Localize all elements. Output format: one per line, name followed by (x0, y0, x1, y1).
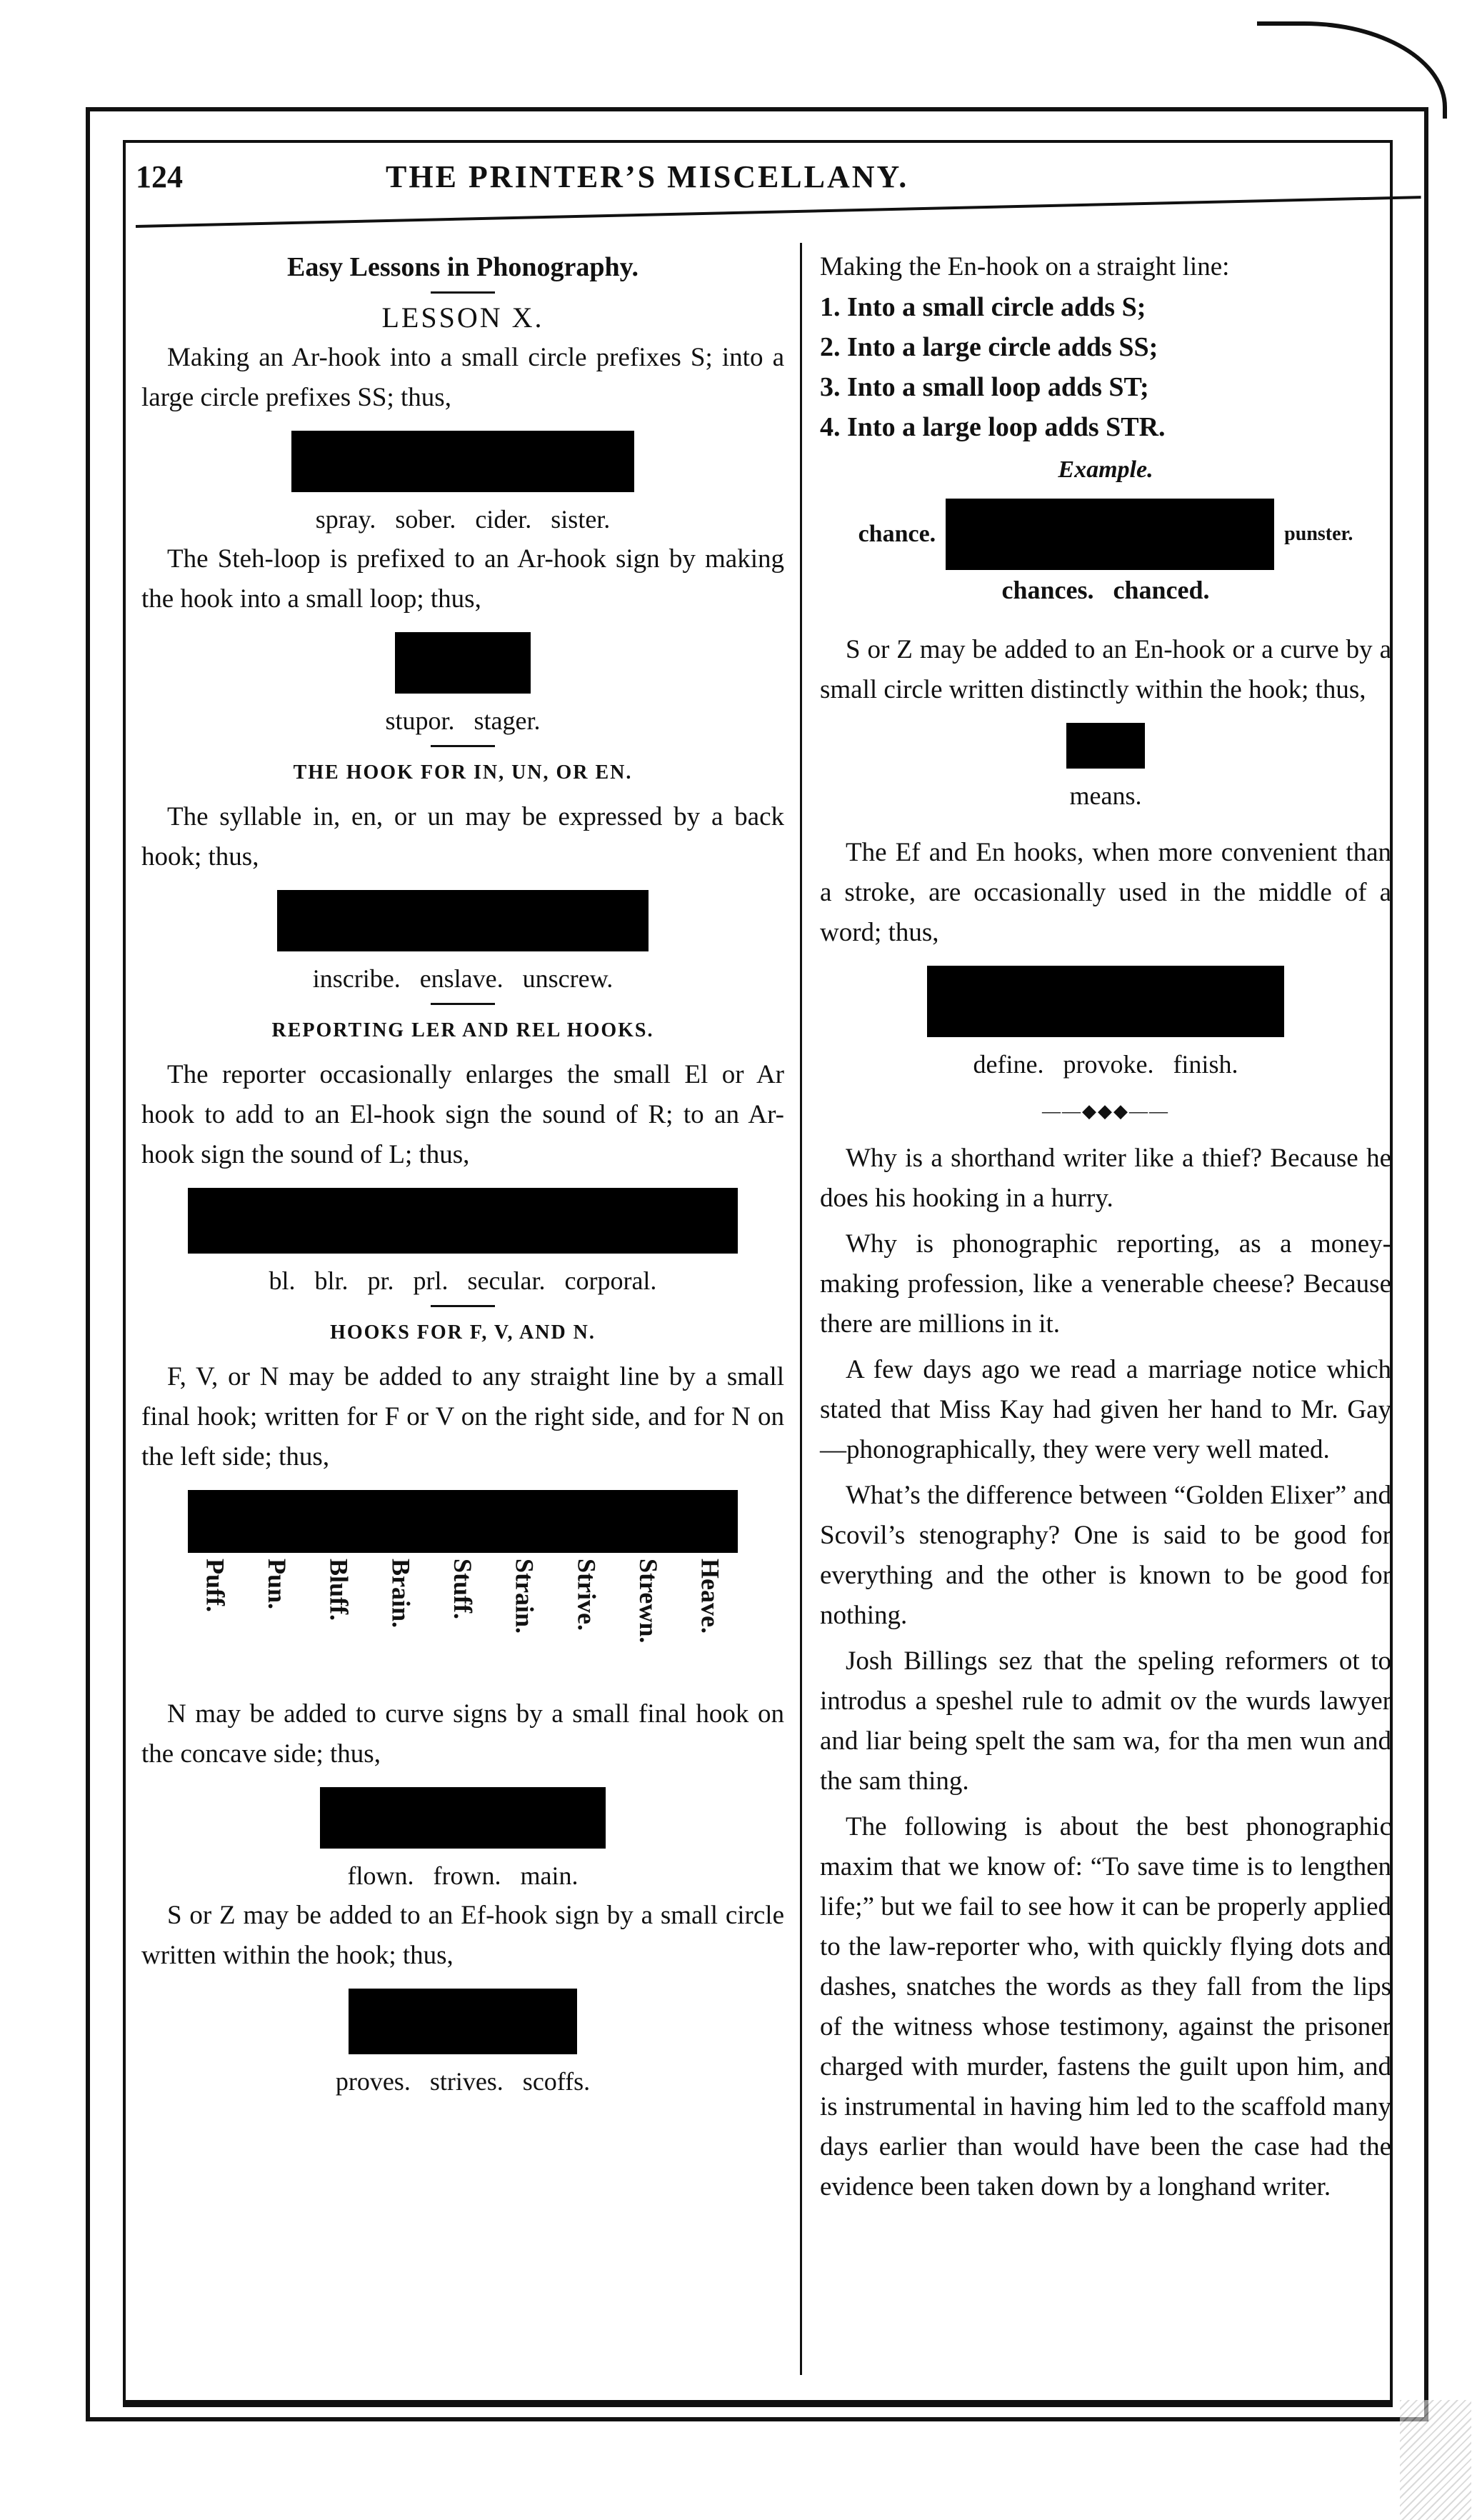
paragraph: Why is a shorthand writer like a thief? Because he does his hooking in a hurry. (820, 1144, 1391, 1213)
shorthand-figure (277, 890, 649, 951)
vertical-word: Bluff. (324, 1559, 354, 1621)
list-item: 4. Into a large loop adds STR. (820, 412, 1166, 442)
vertical-word: Stuff. (448, 1559, 477, 1620)
shorthand-figure (291, 431, 634, 492)
divider (431, 745, 495, 747)
vertical-word: Heave. (696, 1559, 725, 1634)
example-word: chance. (858, 521, 936, 547)
vertical-word: Strewn. (634, 1559, 663, 1644)
page-curl-border (1257, 21, 1447, 119)
example-word: punster. (1284, 523, 1353, 545)
figure-caption: bl. blr. pr. prl. secular. corporal. (269, 1266, 657, 1295)
figure-caption: inscribe. enslave. unscrew. (312, 964, 614, 993)
shorthand-figure (188, 1188, 738, 1254)
vertical-word: Brain. (386, 1559, 416, 1629)
shorthand-figure (946, 499, 1274, 570)
shorthand-figure (188, 1490, 738, 1553)
figure-caption: chances. chanced. (1001, 576, 1210, 604)
divider (431, 1305, 495, 1307)
subsection-heading: HOOKS FOR F, V, AND N. (330, 1321, 596, 1344)
paragraph: N may be added to curve signs by a small final hook on the concave side; thus, (141, 1699, 784, 1769)
left-column (141, 241, 784, 2101)
shorthand-figure (1066, 723, 1145, 769)
figure-caption: means. (1069, 781, 1142, 810)
column-divider (800, 243, 802, 2375)
paragraph: The reporter occasionally enlarges the small El or Ar hook to add to an El-hook sign the sound of R; to an Ar-hook sign the sound of L; thus, (141, 1060, 784, 1169)
paragraph: Josh Billings sez that the speling reformers ot to introdus a speshel rule to admit ov the wurds lawyer and liar being spelt the sam wa, for tha men wun and the sam thing. (820, 1646, 1391, 1796)
shorthand-figure (927, 966, 1284, 1037)
paragraph: Making an Ar-hook into a small circle prefixes S; into a large circle prefixes SS; thus, (141, 343, 784, 412)
example-figure-row (820, 499, 1391, 570)
figure-caption: flown. frown. main. (347, 1861, 579, 1890)
paragraph: S or Z may be added to an En-hook or a curve by a small circle written distinctly within the hook; thus, (820, 635, 1391, 704)
paragraph: The Ef and En hooks, when more convenient than a stroke, are occasionally used in the middle of a word; thus, (820, 838, 1391, 947)
paragraph: F, V, or N may be added to any straight line by a small final hook; written for F or V on the right side, and for N on the left side; thus, (141, 1362, 784, 1471)
vertical-word-list (184, 1559, 741, 1687)
list-item: 1. Into a small circle adds S; (820, 292, 1146, 322)
figure-caption: stupor. stager. (385, 706, 541, 735)
page-number: 124 (136, 159, 183, 194)
section-title: Easy Lessons in Phonography. (286, 252, 639, 282)
subsection-heading: THE HOOK FOR IN, UN, OR EN. (293, 761, 633, 784)
subsection-heading: REPORTING LER AND REL HOOKS. (271, 1019, 654, 1041)
paragraph: S or Z may be added to an Ef-hook sign by a small circle written within the hook; thus, (141, 1901, 784, 1970)
right-column (820, 241, 1391, 2207)
list-item: 2. Into a large circle adds SS; (820, 332, 1158, 362)
paragraph: The syllable in, en, or un may be expressed by a back hook; thus, (141, 802, 784, 871)
divider (431, 1003, 495, 1005)
figure-caption: spray. sober. cider. sister. (315, 505, 611, 534)
figure-caption: proves. strives. scoffs. (335, 2067, 591, 2096)
paragraph: The following is about the best phonographic maxim that we know of: “To save time is to lengthen life;” but we fail to see how it can be properly applied to the law-reporter who, with quickly flying dots and dashes, snatches the words as they fall from the lips of the witness whose testimony, against the prisoner charged with murder, fastens the guilt upon him, and is instrumental in having him led to the scaffold many days earlier than would have been the case had the evidence been taken down by a longhand writer. (820, 1812, 1391, 2201)
example-label: Example. (1058, 456, 1153, 483)
vertical-word: Puff. (201, 1559, 230, 1612)
shorthand-figure (320, 1787, 606, 1849)
paragraph: Making the En-hook on a straight line: (820, 252, 1230, 281)
paragraph: Why is phonographic reporting, as a money-making profession, like a venerable cheese? Because there are millions in it. (820, 1229, 1391, 1339)
ornamental-divider: ——◆◆◆—— (1042, 1101, 1169, 1121)
vertical-word: Strive. (572, 1559, 601, 1631)
paragraph: What’s the difference between “Golden Elixer” and Scovil’s stenography? One is said to be good for everything and the other is known to be good for nothing. (820, 1481, 1391, 1630)
paragraph: A few days ago we read a marriage notice which stated that Miss Kay had given her hand to Mr. Gay—phonographically, they were very well mated. (820, 1355, 1391, 1464)
paragraph: The Steh-loop is prefixed to an Ar-hook sign by making the hook into a small loop; thus, (141, 544, 784, 614)
vertical-word: Pun. (262, 1559, 291, 1610)
divider (431, 291, 495, 294)
running-head: THE PRINTER’S MISCELLANY. (386, 159, 909, 194)
shorthand-figure (395, 632, 531, 694)
lesson-heading: LESSON X. (381, 301, 544, 334)
vertical-word: Strain. (510, 1559, 539, 1634)
scan-edge-artifact (1400, 2400, 1471, 2520)
list-item: 3. Into a small loop adds ST; (820, 372, 1149, 402)
shorthand-figure (349, 1989, 577, 2054)
figure-caption: define. provoke. finish. (973, 1050, 1238, 1079)
